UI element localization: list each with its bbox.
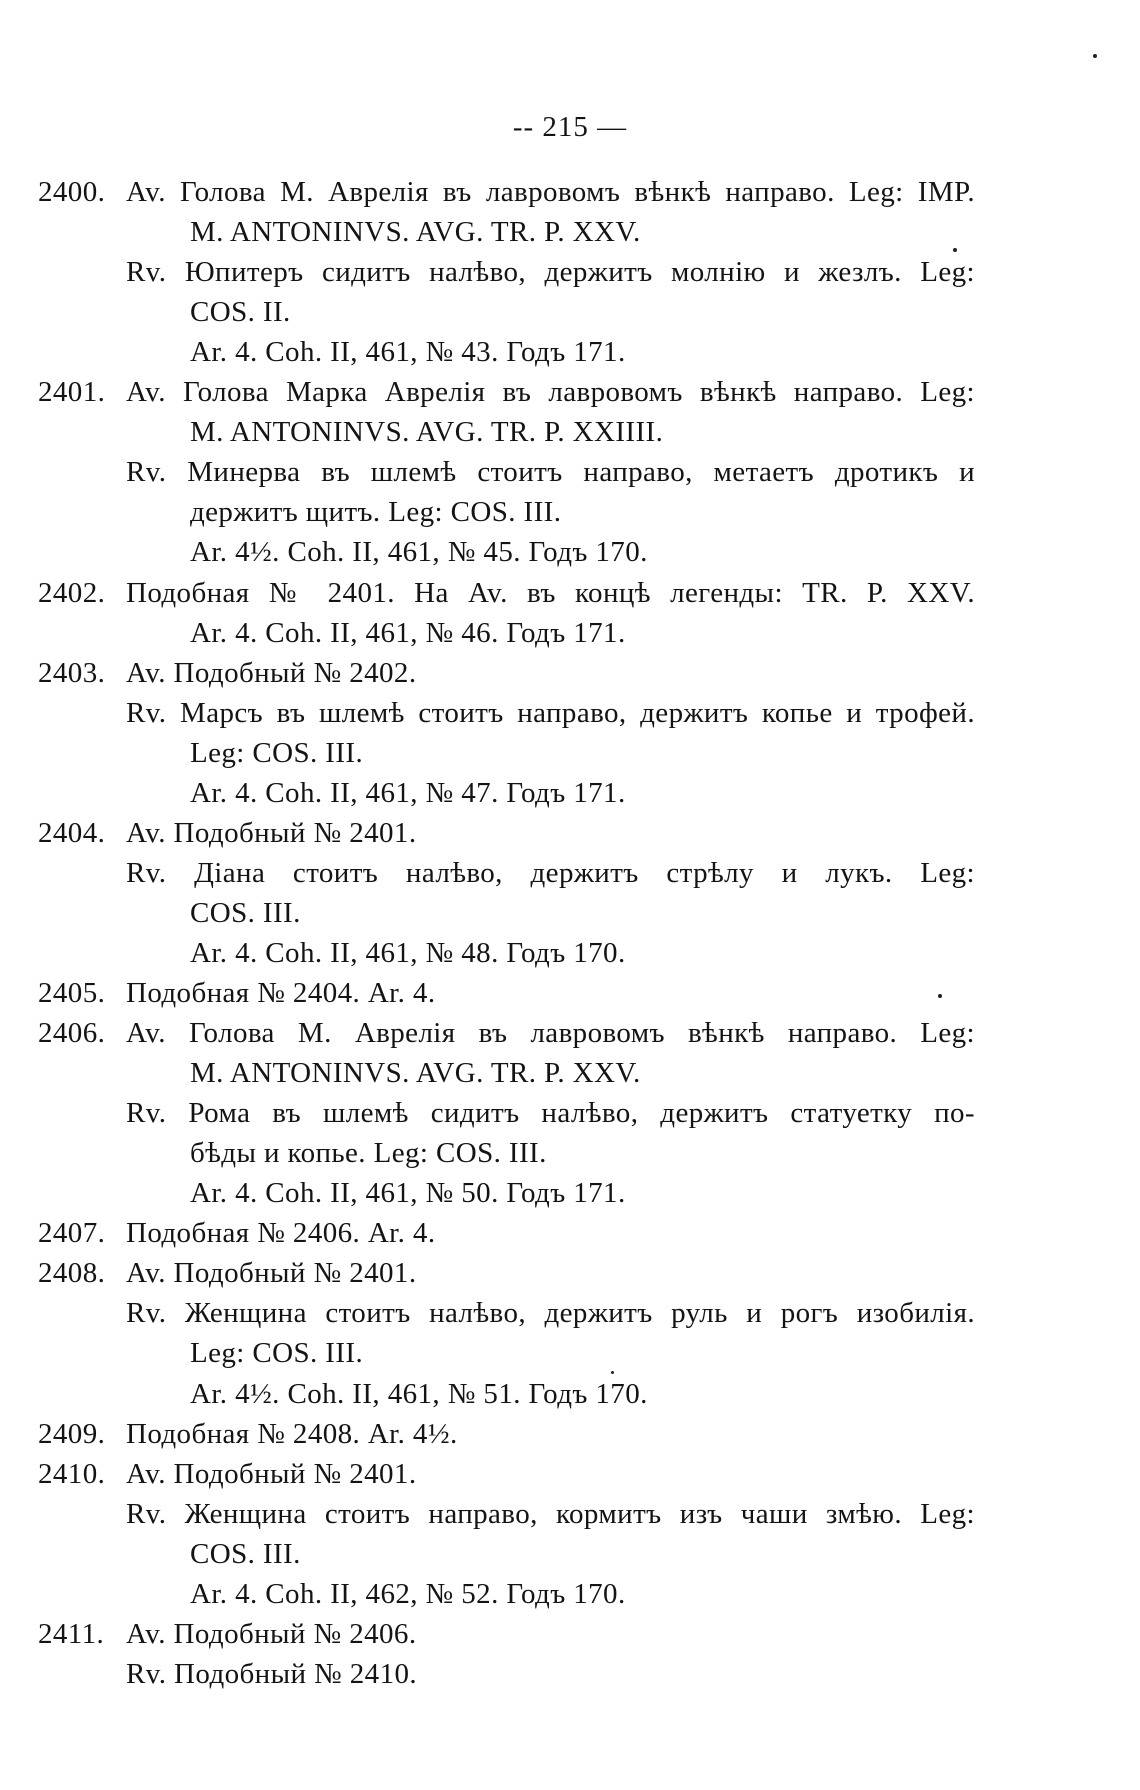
- entry-text: Подобная № 2401. На Av. въ концѣ легенды: TR. P. XXV.: [126, 576, 975, 609]
- continuation-line: [0, 292, 1140, 332]
- entry-line: [0, 1454, 1140, 1494]
- print-speck: [1093, 54, 1097, 58]
- entry-text: Rv. Марсъ въ шлемѣ стоитъ направо, держитъ копье и трофей.: [126, 696, 975, 729]
- entry-text: COS. III.: [190, 1537, 301, 1570]
- entry-text: Av. Подобный № 2401.: [126, 1457, 417, 1490]
- reference-line: [0, 1173, 1140, 1213]
- reverse-line: [0, 452, 1140, 492]
- entry-number: 2404.: [38, 816, 106, 849]
- print-speck: [938, 994, 942, 998]
- reverse-line: [0, 1494, 1140, 1534]
- entry-line: [0, 973, 1140, 1013]
- entry-number: 2410.: [38, 1457, 106, 1490]
- entry-text: Подобная № 2408. Ar. 4½.: [126, 1417, 458, 1450]
- entry-number: 2406.: [38, 1017, 106, 1050]
- entry-text: Av. Голова М. Аврелія въ лавровомъ вѣнкѣ направо. Leg:: [126, 1017, 975, 1050]
- entry-text: Ar. 4. Coh. II, 461, № 48. Годъ 170.: [190, 936, 626, 969]
- entry-number: 2411.: [38, 1617, 105, 1650]
- reverse-line: [0, 1654, 1140, 1694]
- entry-number: 2407.: [38, 1217, 106, 1250]
- entry-text: COS. II.: [190, 296, 291, 329]
- entry-text: Rv. Юпитеръ сидитъ налѣво, держитъ молнію и жезлъ. Leg:: [126, 256, 975, 289]
- reverse-line: [0, 1093, 1140, 1133]
- reverse-line: [0, 853, 1140, 893]
- entry-line: [0, 1253, 1140, 1293]
- entry-number: 2409.: [38, 1417, 106, 1450]
- continuation-line: [0, 212, 1140, 252]
- reference-line: [0, 332, 1140, 372]
- reference-line: [0, 532, 1140, 572]
- entry-line: [0, 1614, 1140, 1654]
- entry-line: [0, 1213, 1140, 1253]
- entry-text: Rv. Подобный № 2410.: [126, 1657, 418, 1690]
- page-number: -- 215 —: [512, 111, 628, 143]
- print-speck: [953, 248, 957, 252]
- reverse-line: [0, 1293, 1140, 1333]
- continuation-line: [0, 412, 1140, 452]
- entry-line: [0, 813, 1140, 853]
- entry-text: Подобная № 2404. Ar. 4.: [126, 977, 436, 1009]
- continuation-line: [0, 1333, 1140, 1373]
- entry-text: Av. Голова М. Аврелія въ лавровомъ вѣнкѣ направо. Leg: IMP.: [126, 176, 975, 208]
- entry-number: 2402.: [38, 576, 106, 609]
- continuation-line: [0, 733, 1140, 773]
- entry-text: Rv. Женщина стоитъ направо, кормитъ изъ чаши змѣю. Leg:: [126, 1497, 975, 1530]
- entry-line: [0, 573, 1140, 613]
- entry-text: COS. III.: [190, 896, 301, 929]
- entry-text: Ar. 4½. Coh. II, 461, № 51. Годъ 170.: [190, 1377, 648, 1410]
- entry-text: держитъ щитъ. Leg: COS. III.: [190, 496, 562, 529]
- entry-number: 2403.: [38, 656, 106, 689]
- entry-text: Ar. 4. Coh. II, 461, № 47. Годъ 171.: [190, 776, 626, 809]
- entry-text: Av. Подобный № 2401.: [126, 1257, 417, 1290]
- entry-number: 2405.: [38, 977, 106, 1009]
- entry-number: 2400.: [38, 176, 106, 208]
- entry-text: Av. Подобный № 2401.: [126, 816, 417, 849]
- reverse-line: [0, 252, 1140, 292]
- entry-text: Av. Подобный № 2406.: [126, 1617, 417, 1650]
- entry-text: M. ANTONINVS. AVG. TR. P. XXV.: [190, 216, 641, 249]
- entry-text: Rv. Минерва въ шлемѣ стоитъ направо, метаетъ дротикъ и: [126, 456, 975, 489]
- entry-text: Leg: COS. III.: [190, 736, 364, 769]
- entry-text: Av. Голова Марка Аврелія въ лавровомъ вѣнкѣ направо. Leg:: [126, 376, 975, 409]
- entry-number: 2401.: [38, 376, 106, 409]
- entry-line: [0, 372, 1140, 412]
- continuation-line: [0, 1133, 1140, 1173]
- continuation-line: [0, 893, 1140, 933]
- entry-text: Ar. 4. Coh. II, 461, № 43. Годъ 171.: [190, 336, 626, 369]
- entry-text: M. ANTONINVS. AVG. TR. P. XXIIII.: [190, 416, 664, 449]
- entry-text: Rv. Діана стоитъ налѣво, держитъ стрѣлу и лукъ. Leg:: [126, 856, 975, 889]
- entry-text: Av. Подобный № 2402.: [126, 656, 417, 689]
- reference-line: [0, 773, 1140, 813]
- entry-text: Rv. Рома въ шлемѣ сидитъ налѣво, держитъ статуетку по-: [126, 1097, 975, 1130]
- entry-line: [0, 172, 1140, 212]
- entry-text: Подобная № 2406. Ar. 4.: [126, 1217, 436, 1250]
- reverse-line: [0, 693, 1140, 733]
- entry-number: 2408.: [38, 1257, 106, 1290]
- continuation-line: [0, 492, 1140, 532]
- continuation-line: [0, 1053, 1140, 1093]
- entry-text: Ar. 4½. Coh. II, 461, № 45. Годъ 170.: [190, 536, 648, 569]
- entry-text: Rv. Женщина стоитъ налѣво, держитъ руль и рогъ изобилія.: [126, 1297, 975, 1330]
- entry-line: [0, 1013, 1140, 1053]
- reference-line: [0, 933, 1140, 973]
- entry-text: M. ANTONINVS. AVG. TR. P. XXV.: [190, 1057, 641, 1090]
- entry-text: Ar. 4. Coh. II, 461, № 46. Годъ 171.: [190, 616, 626, 649]
- entry-text: бѣды и копье. Leg: COS. III.: [190, 1137, 547, 1170]
- print-speck: [611, 1371, 614, 1374]
- reference-line: [0, 613, 1140, 653]
- entry-text: Ar. 4. Coh. II, 462, № 52. Годъ 170.: [190, 1577, 626, 1610]
- continuation-line: [0, 1534, 1140, 1574]
- entry-line: [0, 653, 1140, 693]
- entry-line: [0, 1414, 1140, 1454]
- reference-line: [0, 1374, 1140, 1414]
- entry-text: Leg: COS. III.: [190, 1337, 364, 1370]
- reference-line: [0, 1574, 1140, 1614]
- entry-text: Ar. 4. Coh. II, 461, № 50. Годъ 171.: [190, 1177, 626, 1210]
